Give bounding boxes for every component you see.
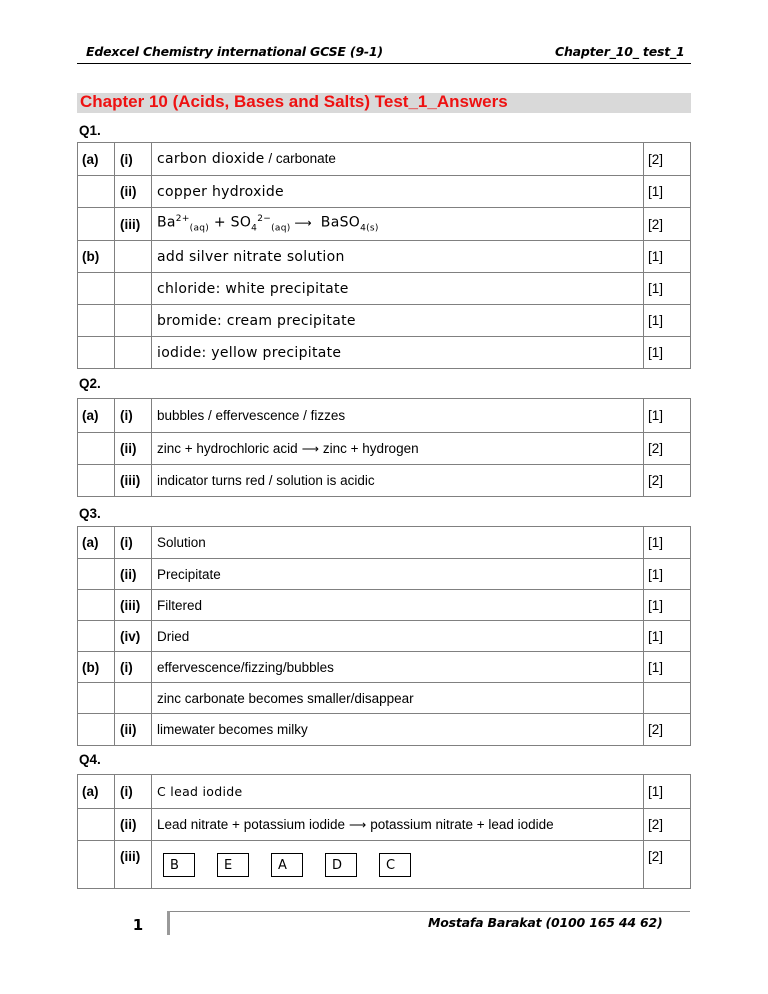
subpart-label: (i) xyxy=(115,652,152,683)
table-row xyxy=(78,590,691,621)
header-left: Edexcel Chemistry international GCSE (9-1) xyxy=(86,44,383,59)
footer-rule xyxy=(170,911,690,912)
marks-cell: [2] xyxy=(644,433,691,465)
marks-cell: [1] xyxy=(644,337,691,369)
answer-cell: C lead iodide xyxy=(152,775,644,809)
marks-cell: [2] xyxy=(644,714,691,746)
answer-cell: iodide: yellow precipitate xyxy=(152,337,644,369)
answer-cell: bromide: cream precipitate xyxy=(152,305,644,337)
marks-cell: [1] xyxy=(644,176,691,208)
eq-barium: Ba xyxy=(157,214,176,231)
answer-cell: Precipitate xyxy=(152,559,644,590)
equation-cell xyxy=(152,809,644,841)
table-row xyxy=(78,841,691,889)
table-row xyxy=(78,143,691,176)
marks-cell: [1] xyxy=(644,775,691,809)
subpart-label: (iii) xyxy=(115,208,152,241)
subpart-label: (iii) xyxy=(115,590,152,621)
part-label xyxy=(78,683,115,714)
part-label: (a) xyxy=(78,143,115,176)
arrow-icon: ⟶ xyxy=(349,818,367,832)
marks-cell: [1] xyxy=(644,652,691,683)
footer-author: Mostafa Barakat (0100 165 44 62) xyxy=(428,915,663,930)
answer-text-alt: / carbonate xyxy=(264,151,336,166)
table-row xyxy=(78,273,691,305)
part-label xyxy=(78,841,115,889)
q3-label: Q3. xyxy=(79,506,101,521)
table-row xyxy=(78,809,691,841)
products: potassium nitrate + lead iodide xyxy=(370,817,554,832)
subpart-label: (i) xyxy=(115,527,152,559)
eq-state: (aq) xyxy=(189,223,210,234)
answer-cell: copper hydroxide xyxy=(152,176,644,208)
table-row xyxy=(78,208,691,241)
q1-label: Q1. xyxy=(79,123,101,138)
part-label: (b) xyxy=(78,652,115,683)
q4-table xyxy=(77,774,691,889)
answer-cell: Filtered xyxy=(152,590,644,621)
page-number: 1 xyxy=(132,916,144,934)
answer-cell: Dried xyxy=(152,621,644,652)
answer-cell: Solution xyxy=(152,527,644,559)
part-label: (a) xyxy=(78,399,115,433)
arrow-icon: ⟶ xyxy=(301,442,319,456)
order-box: A xyxy=(271,853,303,877)
marks-cell: [2] xyxy=(644,465,691,497)
table-row xyxy=(78,621,691,652)
part-label: (a) xyxy=(78,527,115,559)
order-boxes xyxy=(163,853,638,877)
subpart-label xyxy=(115,683,152,714)
marks-cell: [1] xyxy=(644,527,691,559)
table-row xyxy=(78,714,691,746)
answer-cell: chloride: white precipitate xyxy=(152,273,644,305)
part-label xyxy=(78,559,115,590)
q2-table xyxy=(77,398,691,497)
order-box: B xyxy=(163,853,195,877)
q4-label: Q4. xyxy=(79,752,101,767)
answer-cell: zinc carbonate becomes smaller/disappear xyxy=(152,683,644,714)
part-label xyxy=(78,176,115,208)
answer-cell: limewater becomes milky xyxy=(152,714,644,746)
q3-table xyxy=(77,526,691,746)
part-label xyxy=(78,465,115,497)
marks-cell: [2] xyxy=(644,809,691,841)
order-box: C xyxy=(379,853,411,877)
q1-table xyxy=(77,142,691,369)
marks-cell: [1] xyxy=(644,273,691,305)
part-label xyxy=(78,621,115,652)
answer-cell xyxy=(152,143,644,176)
table-row xyxy=(78,337,691,369)
answer-cell: add silver nitrate solution xyxy=(152,241,644,273)
part-label xyxy=(78,590,115,621)
eq-state: (aq) xyxy=(271,223,291,234)
part-label xyxy=(78,305,115,337)
marks-cell: [2] xyxy=(644,208,691,241)
eq-charge: 2− xyxy=(257,214,272,225)
part-label xyxy=(78,714,115,746)
part-label xyxy=(78,337,115,369)
part-label: (a) xyxy=(78,775,115,809)
part-label xyxy=(78,809,115,841)
part-label: (b) xyxy=(78,241,115,273)
part-label xyxy=(78,273,115,305)
table-row xyxy=(78,559,691,590)
marks-cell: [1] xyxy=(644,399,691,433)
subpart-label: (iii) xyxy=(115,841,152,889)
reactants: Lead nitrate + potassium iodide xyxy=(157,817,345,832)
subpart-label: (ii) xyxy=(115,714,152,746)
answer-cell: bubbles / effervescence / fizzes xyxy=(152,399,644,433)
part-label xyxy=(78,433,115,465)
page-title: Chapter 10 (Acids, Bases and Salts) Test_1_Answers xyxy=(80,92,508,111)
answer-text: carbon dioxide xyxy=(157,151,265,167)
subpart-label xyxy=(115,337,152,369)
marks-cell: [1] xyxy=(644,305,691,337)
equation-cell xyxy=(152,208,644,241)
subpart-label: (ii) xyxy=(115,176,152,208)
table-row xyxy=(78,527,691,559)
header-right: Chapter_10_ test_1 xyxy=(555,44,685,59)
subpart-label: (i) xyxy=(115,143,152,176)
table-row xyxy=(78,433,691,465)
table-row xyxy=(78,305,691,337)
products: zinc + hydrogen xyxy=(322,441,419,456)
marks-cell: [1] xyxy=(644,559,691,590)
subpart-label: (i) xyxy=(115,399,152,433)
q2-label: Q2. xyxy=(79,376,101,391)
eq-subscript: 4(s) xyxy=(360,223,379,234)
answer-cell: indicator turns red / solution is acidic xyxy=(152,465,644,497)
reactants: zinc + hydrochloric acid xyxy=(157,441,298,456)
header-rule xyxy=(77,63,691,64)
page-number-separator xyxy=(167,911,170,935)
table-row xyxy=(78,683,691,714)
eq-charge: 2+ xyxy=(175,214,190,225)
order-cell xyxy=(152,841,644,889)
marks-cell: [1] xyxy=(644,241,691,273)
order-box: E xyxy=(217,853,249,877)
subpart-label: (i) xyxy=(115,775,152,809)
subpart-label xyxy=(115,273,152,305)
marks-cell: [2] xyxy=(644,143,691,176)
answer-cell: effervescence/fizzing/bubbles xyxy=(152,652,644,683)
table-row xyxy=(78,465,691,497)
marks-cell: [1] xyxy=(644,621,691,652)
marks-cell: [1] xyxy=(644,590,691,621)
subpart-label: (iv) xyxy=(115,621,152,652)
subpart-label xyxy=(115,241,152,273)
eq-product: BaSO xyxy=(316,214,361,231)
table-row xyxy=(78,399,691,433)
marks-cell xyxy=(644,683,691,714)
eq-subscript: 4 xyxy=(251,223,258,234)
order-box: D xyxy=(325,853,357,877)
subpart-label xyxy=(115,305,152,337)
subpart-label: (ii) xyxy=(115,809,152,841)
marks-cell: [2] xyxy=(644,841,691,889)
table-row xyxy=(78,176,691,208)
part-label xyxy=(78,208,115,241)
table-row xyxy=(78,652,691,683)
arrow-icon: ⟶ xyxy=(294,215,313,230)
subpart-label: (ii) xyxy=(115,433,152,465)
table-row xyxy=(78,775,691,809)
table-row xyxy=(78,241,691,273)
subpart-label: (ii) xyxy=(115,559,152,590)
eq-sulfate: + SO xyxy=(209,214,252,231)
equation-cell xyxy=(152,433,644,465)
subpart-label: (iii) xyxy=(115,465,152,497)
